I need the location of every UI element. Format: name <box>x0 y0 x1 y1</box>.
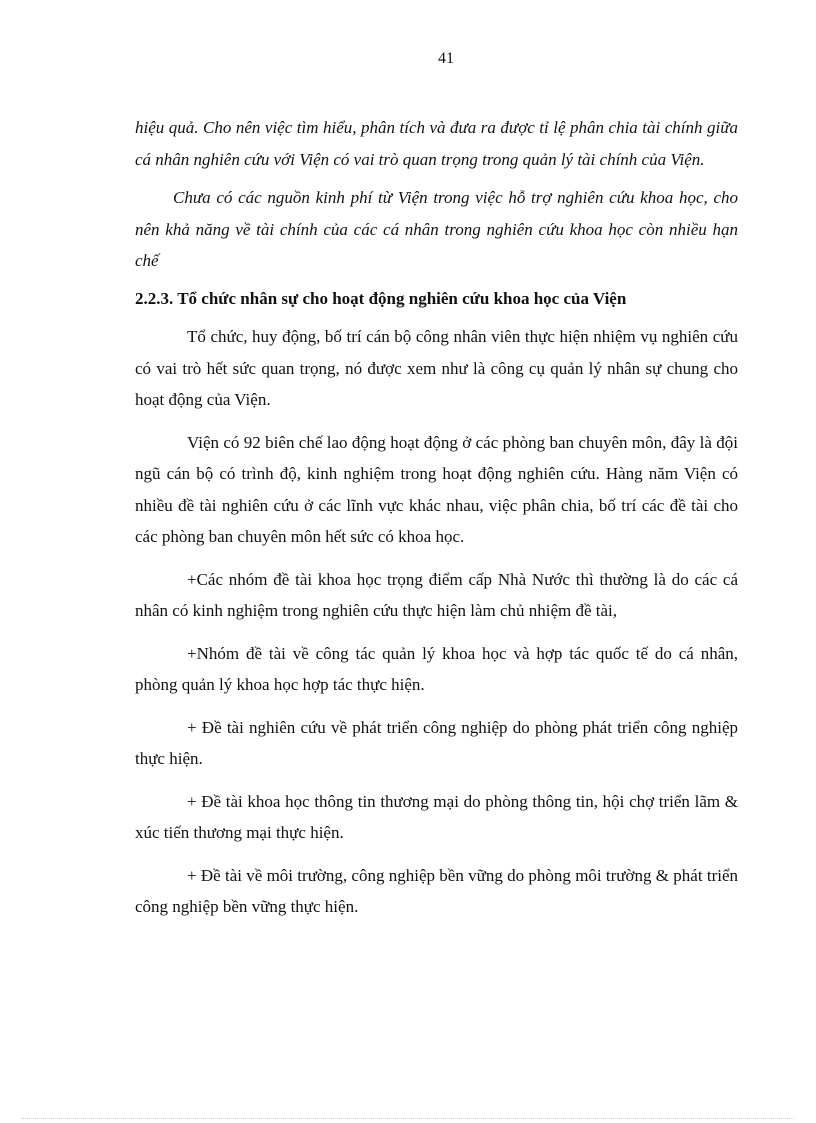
paragraph-3: +Các nhóm đề tài khoa học trọng điểm cấp Nhà Nước thì thường là do các cá nhân có kinh nghiệm trong nghiên cứu thực hiện làm chủ nhiệm đề tài, <box>135 569 738 620</box>
page-border-line <box>22 1118 794 1119</box>
italic-paragraph-1: hiệu quả. Cho nên việc tìm hiểu, phân tích và đưa ra được tỉ lệ phân chia tài chính giữa cá nhân nghiên cứu với Viện có vai trò quan trọng trong quản lý tài chính của Viện. <box>135 118 738 169</box>
paragraph-2: Viện có 92 biên chế lao động hoạt động ở các phòng ban chuyên môn, đây là đội ngũ cán bộ có trình độ, kinh nghiệm trong hoạt động nghiên cứu. Hàng năm Viện có nhiều đề tài nghiên cứu ở các lĩnh vực khác nhau, việc phân chia, bố trí các đề tài cho các phòng ban chuyên môn hết sức có khoa học. <box>135 432 738 546</box>
paragraph-6: + Đề tài khoa học thông tin thương mại do phòng thông tin, hội chợ triển lãm & xúc tiến thương mại thực hiện. <box>135 791 738 842</box>
page-number: 41 <box>438 50 454 67</box>
paragraph-1: Tổ chức, huy động, bố trí cán bộ công nhân viên thực hiện nhiệm vụ nghiên cứu có vai trò hết sức quan trọng, nó được xem như là công cụ quản lý nhân sự chung cho hoạt động của Viện. <box>135 327 738 409</box>
paragraph-7: + Đề tài về môi trường, công nghiệp bền vững do phòng môi trường & phát triển công nghiệp bền vững thực hiện. <box>135 865 738 916</box>
paragraph-4: +Nhóm đề tài về công tác quản lý khoa học và hợp tác quốc tế do cá nhân, phòng quản lý khoa học hợp tác thực hiện. <box>135 643 738 694</box>
section-heading: 2.2.3. Tổ chức nhân sự cho hoạt động nghiên cứu khoa học của Viện <box>135 288 627 308</box>
document-body <box>135 112 738 923</box>
paragraph-5: + Đề tài nghiên cứu về phát triển công nghiệp do phòng phát triển công nghiệp thực hiện. <box>135 717 738 768</box>
italic-paragraph-2: Chưa có các nguồn kinh phí từ Viện trong việc hỗ trợ nghiên cứu khoa học, cho nên khả năng về tài chính của các cá nhân trong nghiên cứu khoa học còn nhiều hạn chế <box>135 188 738 270</box>
